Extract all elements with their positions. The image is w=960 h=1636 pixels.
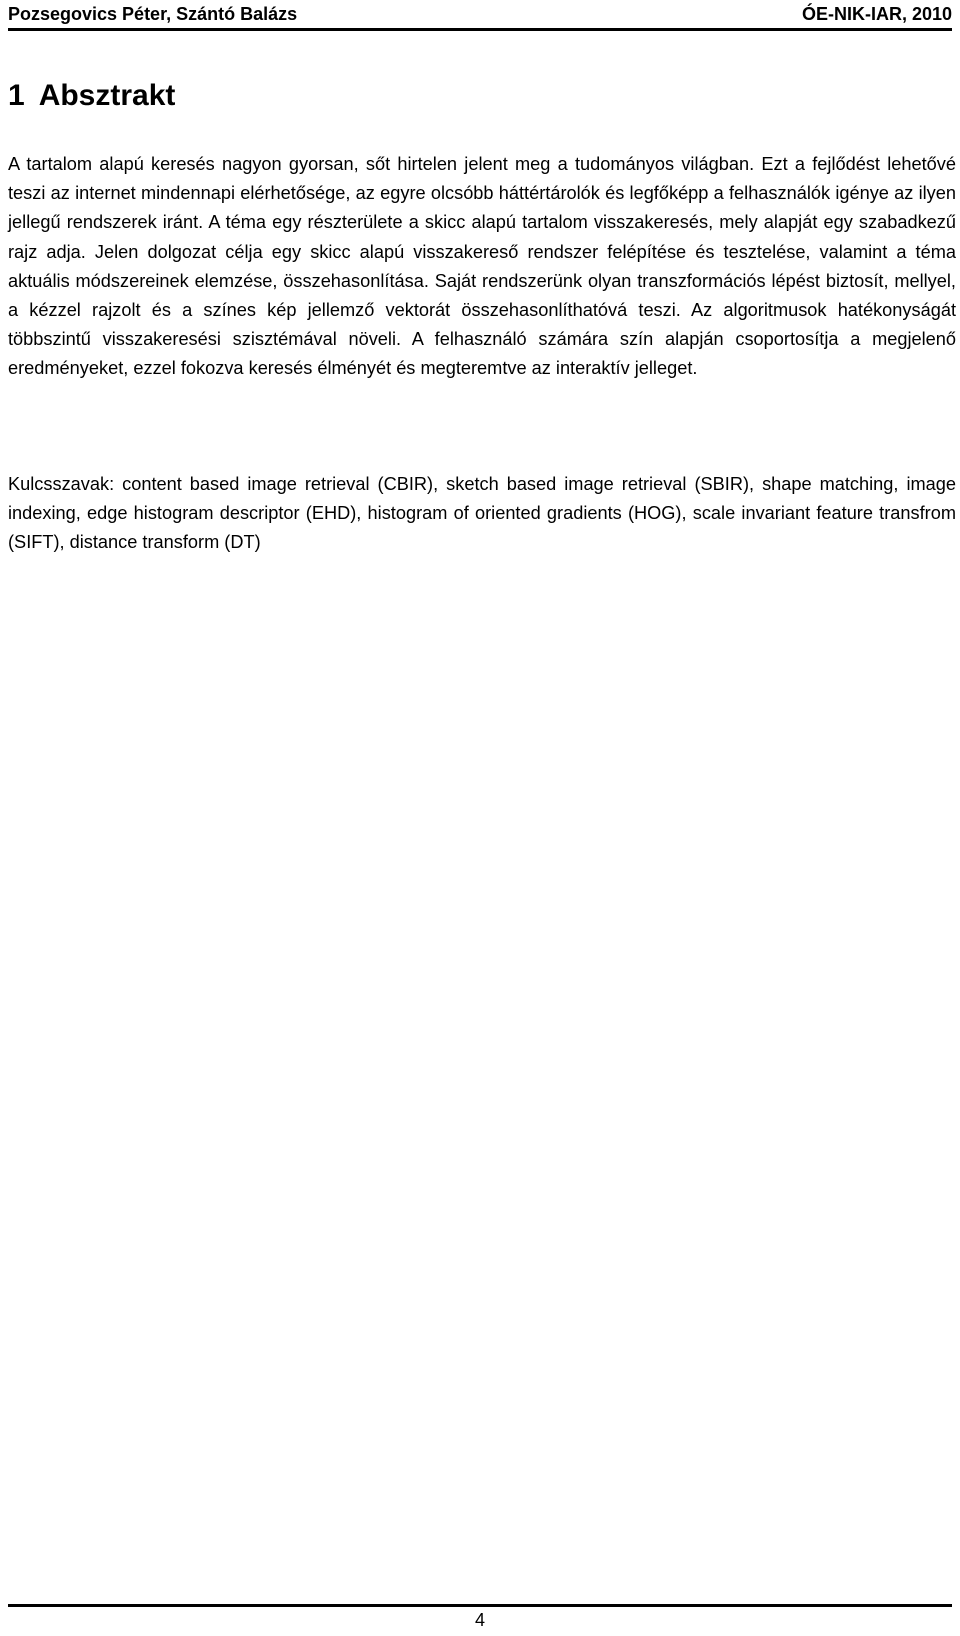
section-number: 1: [8, 79, 25, 112]
page-number: 4: [474, 1610, 485, 1630]
page-footer: [8, 1604, 952, 1636]
section-heading: [8, 76, 175, 116]
section-title: Absztrakt: [38, 79, 176, 112]
page-header: [8, 0, 952, 31]
keywords-paragraph: Kulcsszavak: content based image retrieval (CBIR), sketch based image retrieval (SBIR), shape matching, image indexing, edge histogram descriptor (EHD), histogram of oriented gradients (HOG), scale invariant feature transfrom (SIFT), distance transform (DT): [8, 474, 956, 553]
abstract-paragraph: A tartalom alapú keresés nagyon gyorsan, sőt hirtelen jelent meg a tudományos világban. Ezt a fejlődést lehetővé teszi az internet mindennapi elérhetősége, az egyre olcsóbb háttértárolók és legfőképp a felhasználók igénye az ilyen jellegű rendszerek iránt. A téma egy részterülete a skicc alapú tartalom visszakeresés, mely alapját egy szabadkezű rajz adja. Jelen dolgozat célja egy skicc alapú visszakereső rendszer felépítése és tesztelése, valamint a téma aktuális módszereinek elemzése, összehasonlítása. Saját rendszerünk olyan transzformációs lépést biztosít, mellyel, a kézzel rajzolt és a színes kép jellemző vektorát összehasonlíthatóvá teszi. Az algoritmusok hatékonyságát többszintű visszakeresési szisztémával növeli. A felhasználó számára szín alapján csoportosítja a megjelenő eredményeket, ezzel fokozva keresés élményét és megteremtve az interaktív jelleget.: [8, 154, 956, 379]
header-authors: Pozsegovics Péter, Szántó Balázs: [8, 3, 298, 24]
header-institution-year: ÓE-NIK-IAR, 2010: [801, 3, 952, 24]
